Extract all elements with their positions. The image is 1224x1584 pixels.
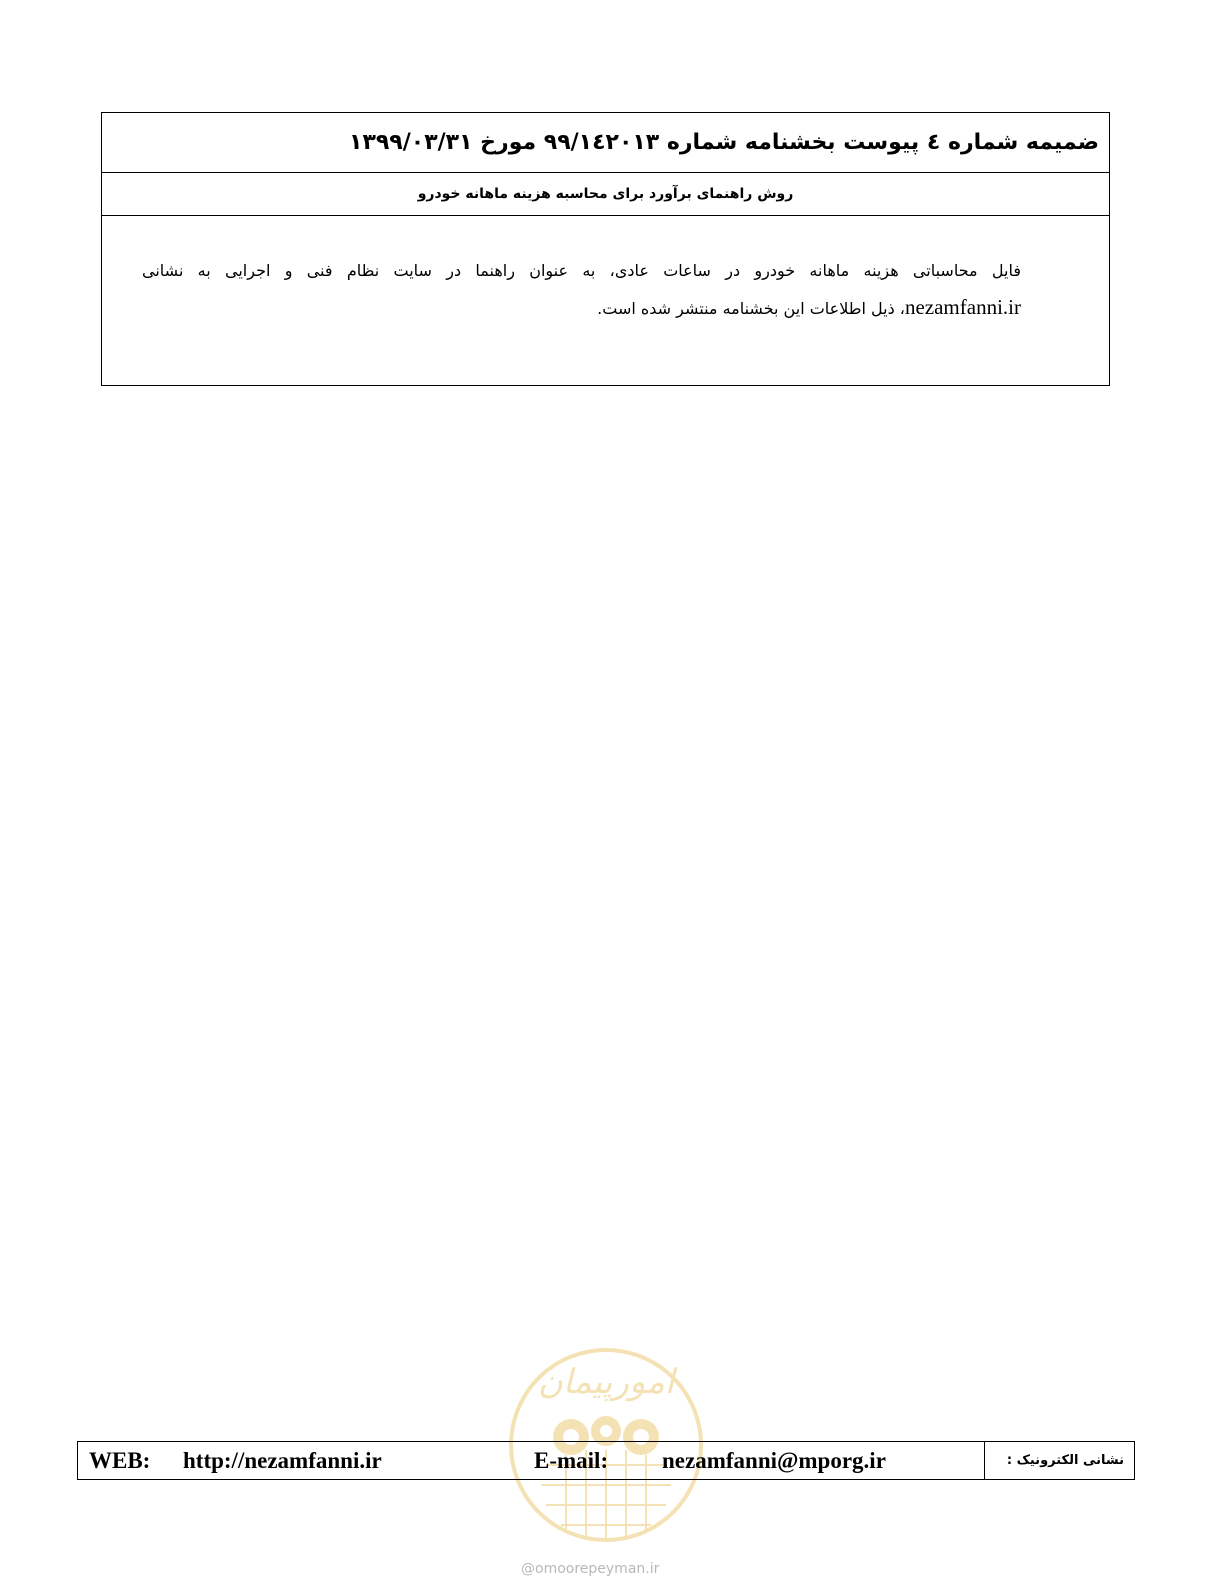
footer-web-label: WEB: bbox=[89, 1448, 151, 1473]
footer-web-link[interactable]: http://nezamfanni.ir bbox=[183, 1448, 382, 1473]
annex-box bbox=[101, 112, 1110, 386]
body-line-2 bbox=[142, 289, 1021, 327]
annex-title: ضمیمه شماره ٤ پیوست بخشنامه شماره ۹۹/۱٤۲۰۱۳ مورخ ۱۳۹۹/۰۳/۳۱ bbox=[349, 130, 1099, 155]
annex-subtitle: روش راهنمای برآورد برای محاسبه هزینه ماهانه خودرو bbox=[417, 186, 794, 202]
watermark-logo-text: امورپیمان bbox=[537, 1362, 675, 1402]
annex-title-row bbox=[102, 113, 1109, 173]
body-url-link[interactable]: nezamfanni.ir bbox=[904, 295, 1021, 319]
body-line-1: فایل محاسباتی هزینه ماهانه خودرو در ساعات عادی، به عنوان راهنما در سایت نظام فنی و اجرایی به نشانی bbox=[142, 261, 1021, 280]
body-line-2-text: ، ذیل اطلاعات این بخشنامه منتشر شده است. bbox=[597, 299, 905, 318]
footer-address-label: نشانی الکترونیک : bbox=[984, 1442, 1134, 1479]
annex-body bbox=[142, 253, 1021, 327]
footer-email-link[interactable]: nezamfanni@mporg.ir bbox=[662, 1448, 886, 1473]
footer-email-label: E-mail: bbox=[534, 1448, 609, 1473]
footer-contact-bar bbox=[77, 1441, 1135, 1480]
annex-subtitle-row bbox=[102, 173, 1109, 216]
watermark-caption: @omoorepeyman.ir bbox=[521, 1561, 660, 1577]
